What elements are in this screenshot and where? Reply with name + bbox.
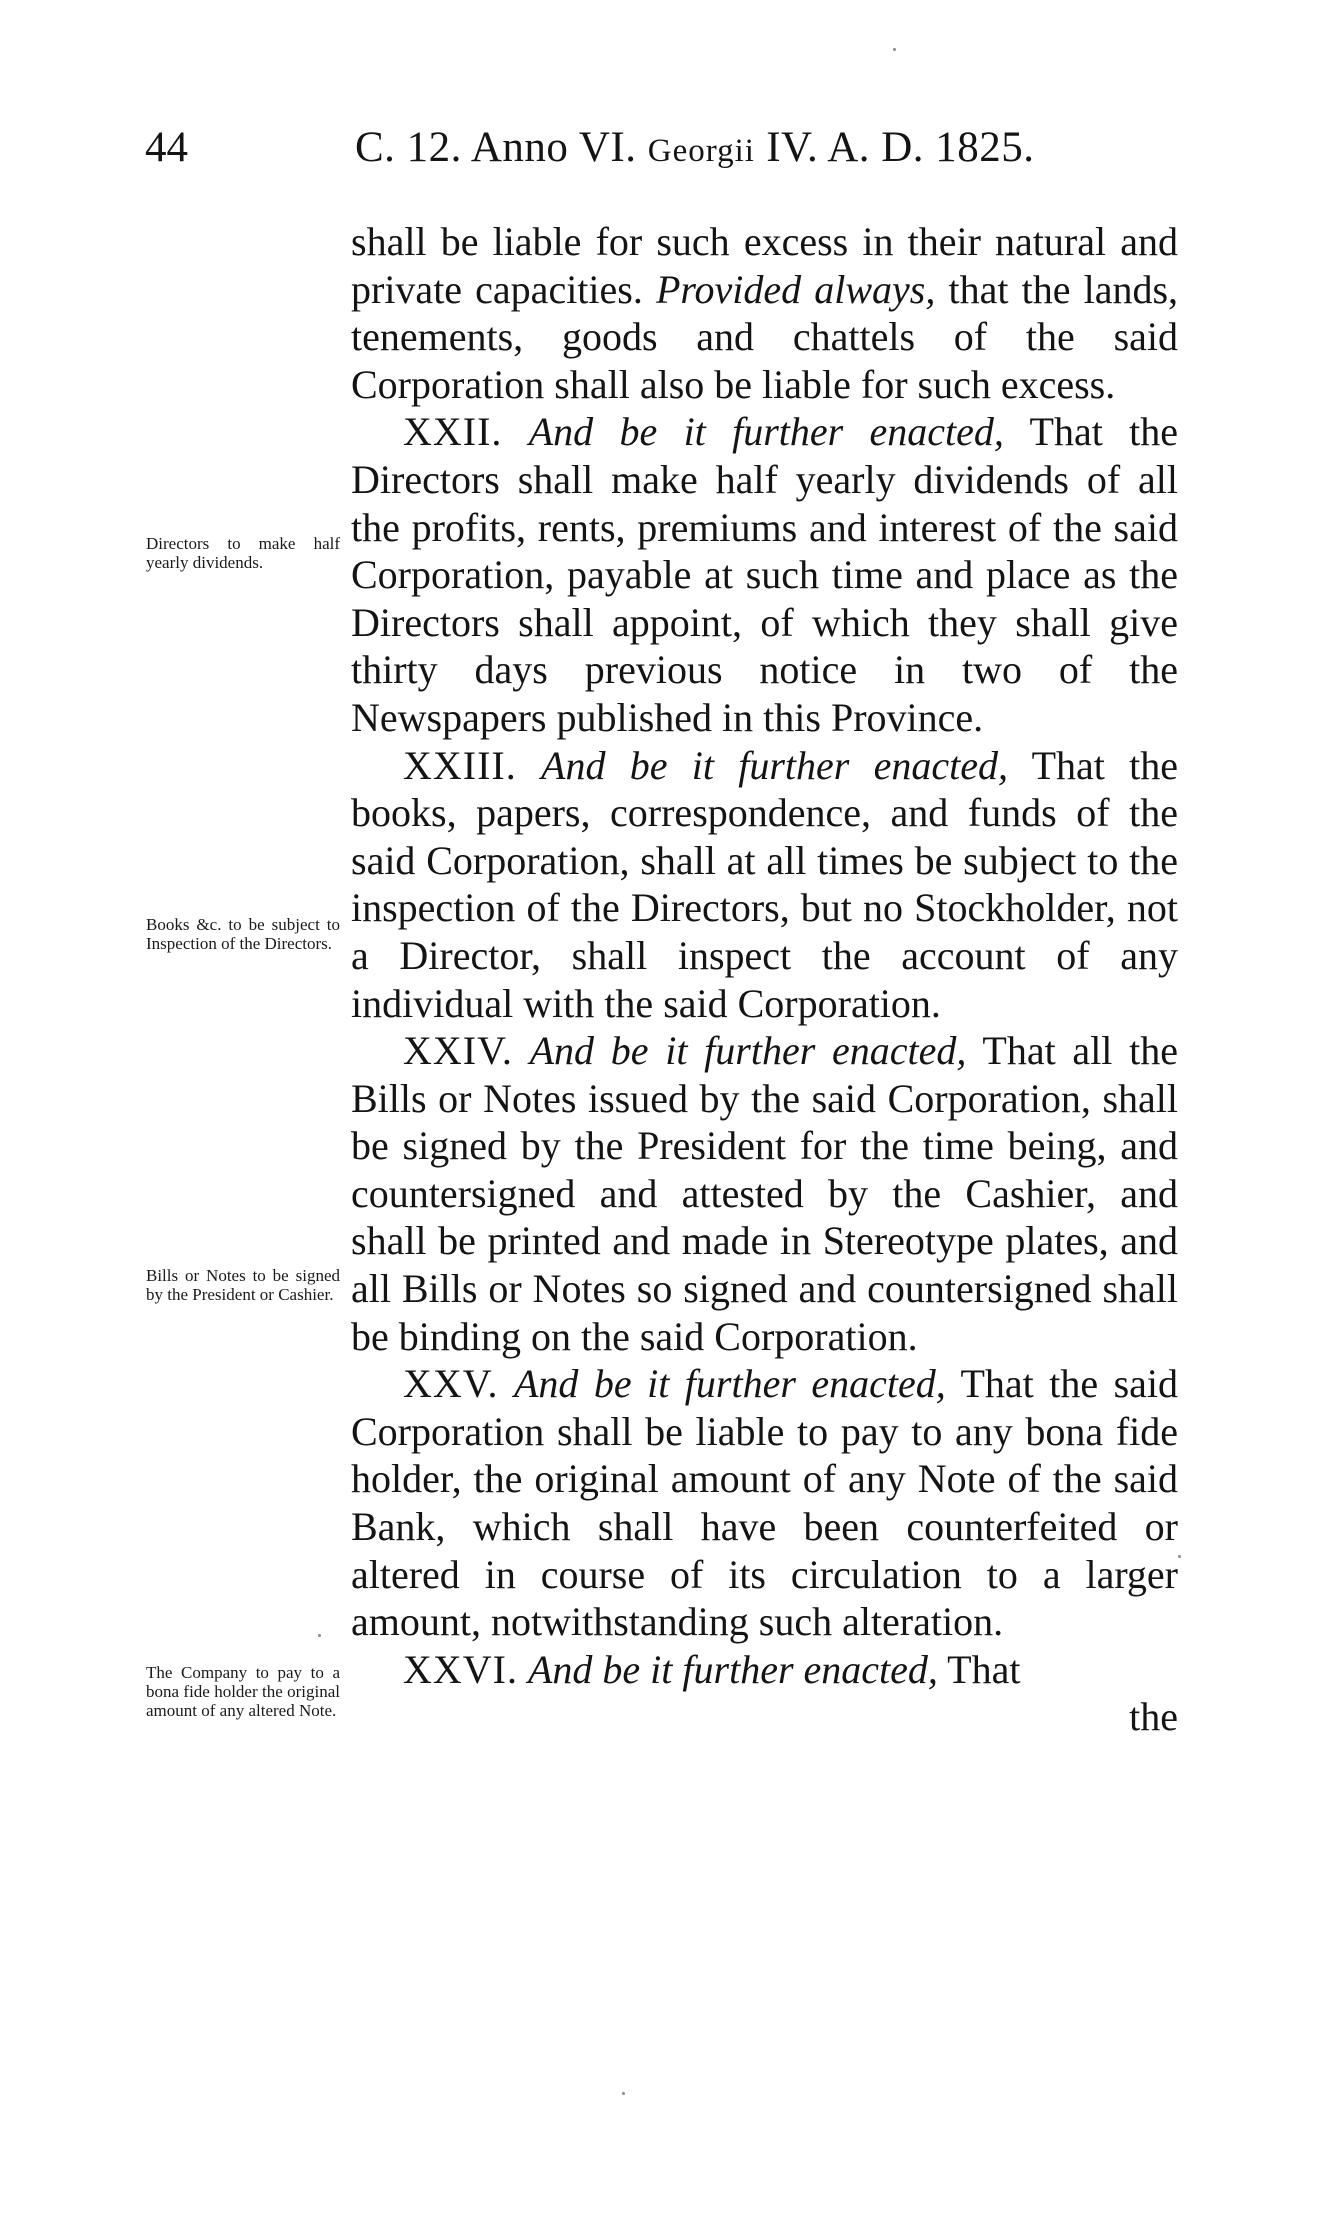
section-text: That [947, 1646, 1021, 1692]
marginal-note-signing: Bills or Notes to be signed by the President or Cashier. [146, 1266, 340, 1304]
body-text [351, 218, 1178, 1741]
marginal-note-altered-note: The Company to pay to a bona fide holder the original amount of any altered Note. [146, 1663, 340, 1720]
section-text: That the Directors shall make half yearly dividends of all the profits, rents, premiums and interest of the said Corporation, payable at such time and place as the Directors shall appoint, of which they shall give thirty days previous notice in two of the Newspapers published in this Province. [351, 409, 1179, 740]
section-text: That the books, papers, correspondence, and funds of the said Corporation, shall at all times be subject to the inspection of the Directors, but no Stockholder, not a Director, shall inspect the account of any individual with the said Corporation. [351, 742, 1179, 1026]
section-text: That all the Bills or Notes issued by the said Corporation, shall be signed by the President for the time being, and countersigned and attested by the Cashier, and shall be printed and made in Stereotype plates, and all Bills or Notes so signed and countersigned shall be binding on the said Corporation. [351, 1028, 1179, 1359]
enacting-clause: And be it further enacted, [529, 1028, 967, 1074]
regnal-label: IV. [766, 124, 819, 171]
enacting-clause: And be it further enacted, [541, 742, 1009, 788]
section-number: XXV. [403, 1361, 499, 1407]
scan-speck [318, 1634, 321, 1637]
section-xxiii [351, 742, 1178, 1028]
georgii-label: Georgii [647, 133, 755, 169]
section-xxv [351, 1360, 1178, 1646]
enacting-clause: And be it further enacted, [528, 409, 1004, 455]
year-label: A. D. 1825. [827, 124, 1035, 171]
marginal-note-dividends: Directors to make half yearly dividends. [146, 534, 340, 572]
running-head [355, 118, 1035, 181]
page-number: 44 [145, 124, 188, 171]
section-number: XXVI. [403, 1646, 518, 1692]
section-xxiv [351, 1027, 1178, 1360]
enacting-clause: And be it further enacted, [513, 1361, 946, 1407]
section-xxvi [351, 1646, 1178, 1694]
catchword: the [1129, 1694, 1178, 1740]
section-number: XXIII. [403, 742, 517, 788]
section-number: XXIV. [403, 1028, 513, 1074]
section-text: That the said Corporation shall be liable to pay to any bona fide holder, the original amount of any Note of the said Bank, which shall have been counterfeited or altered in course of its circulation to a larger amount, notwithstanding such alteration. [351, 1361, 1179, 1645]
enacting-clause: And be it further enacted, [527, 1646, 938, 1692]
page-header [145, 118, 1180, 178]
proviso: Provided always, [655, 266, 936, 312]
chapter-label: C. 12. [355, 124, 462, 171]
paragraph-continuation: shall be liable for such excess in their natural and private capacities. Provided always, that the lands, tenements, goods and chattels of the said Corporation shall also be liable for such excess. [351, 219, 1179, 407]
scan-speck [893, 48, 896, 51]
section-xxii [351, 408, 1178, 741]
section-number: XXII. [403, 409, 503, 455]
anno-label: Anno VI. [470, 124, 637, 171]
marginal-note-inspection: Books &c. to be subject to Inspection of the Directors. [146, 915, 340, 953]
scan-speck [1178, 1555, 1181, 1558]
scan-speck [622, 2092, 625, 2095]
